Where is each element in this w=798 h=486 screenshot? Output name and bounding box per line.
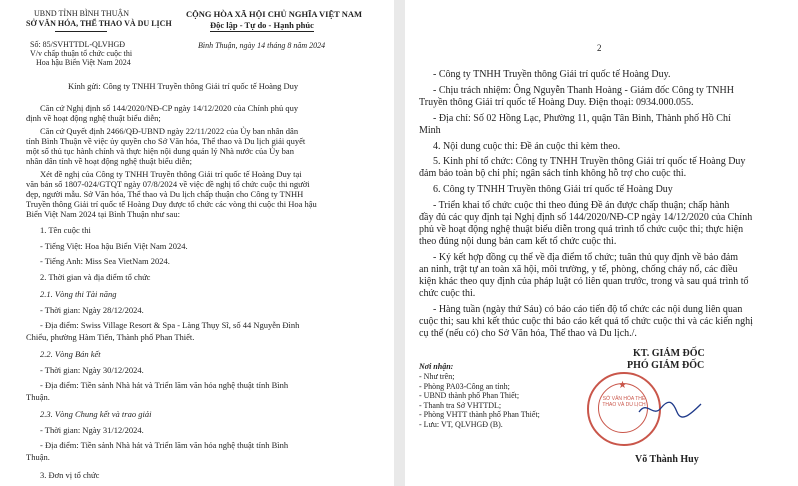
name-vietnamese: - Tiếng Việt: Hoa hậu Biển Việt Nam 2024. <box>40 241 188 251</box>
time-2-1: - Thời gian: Ngày 28/12/2024. <box>40 305 144 315</box>
page-number: 2 <box>597 43 602 53</box>
duty-3-cont: cụ thể (nếu có) cho Sở Văn hóa, Thể thao và Du lịch./. <box>419 328 637 339</box>
responsible-person-cont: Truyền thông Giải trí quốc tế Hoàng Duy. Điện thoại: 0934.000.055. <box>419 97 694 108</box>
section-6-title: 6. Công ty TNHH Truyền thông Giải trí quốc tế Hoàng Duy <box>433 184 673 195</box>
document-page-2 <box>405 0 798 486</box>
recipient-item: - UBND thành phố Phan Thiết; <box>419 391 520 400</box>
para-1-cont: định về hoạt động nghệ thuật biểu diễn; <box>26 113 161 123</box>
section-5-cont: đảm bảo toàn bộ chi phí; ngân sách tỉnh không hỗ trợ cho cuộc thi. <box>419 168 687 179</box>
duty-1-cont: đầy đủ các quy định tại Nghị định số 144/2020/NĐ-CP ngày 14/12/2020 của Chính <box>419 212 753 223</box>
header-right-1: CỘNG HÒA XÃ HỘI CHỦ NGHĨA VIỆT NAM <box>186 9 363 19</box>
header-underline <box>55 31 107 32</box>
recipient-item: - Lưu: VT, QLVHGĐ (B). <box>419 419 503 429</box>
duty-2-cont: chức cuộc thi. <box>419 288 476 299</box>
subsection-2-3: 2.3. Vòng Chung kết và trao giải <box>40 409 152 419</box>
para-3: Xét đề nghị của Công ty TNHH Truyền thông Giải trí quốc tế Hoàng Duy tại <box>40 169 302 179</box>
venue-2-1-cont: Chiểu, phường Hàm Tiến, Thành phố Phan Thiết. <box>26 332 195 342</box>
recipient-item: - Như trên; <box>419 372 455 381</box>
para-2: Căn cứ Quyết định 2466/QĐ-UBND ngày 22/11/2022 của Ủy ban nhân dân <box>40 126 299 136</box>
duty-1-cont: phủ về hoạt động nghệ thuật biểu diễn trong quá trình tổ chức cuộc thi; thực hiện <box>419 224 744 235</box>
section-4: 4. Nội dung cuộc thi: Đề án cuộc thi kèm theo. <box>433 141 621 152</box>
para-2-cont: nhân dân tỉnh về hoạt động nghệ thuật biểu diễn; <box>26 156 192 166</box>
venue-2-3-cont: Thuận. <box>26 452 50 462</box>
name-english: - Tiếng Anh: Miss Sea VietNam 2024. <box>40 256 170 266</box>
subject-line-2: Hoa hậu Biển Việt Nam 2024 <box>36 58 131 67</box>
header-left-1: UBND TỈNH BÌNH THUẬN <box>34 9 130 18</box>
venue-2-1: - Địa điểm: Swiss Village Resort & Spa - Làng Thụy Sĩ, số 44 Nguyễn Đình <box>40 320 300 330</box>
subsection-2-1: 2.1. Vòng thi Tài năng <box>40 289 117 299</box>
address-cont: Minh <box>419 125 441 136</box>
responsible-person: - Chịu trách nhiệm: Ông Nguyễn Thanh Hoàng - Giám đốc Công ty TNHH <box>433 85 734 96</box>
duty-3-cont: cuộc thi; sau khi kết thúc cuộc thi báo cáo kết quả tổ chức cuộc thi và các kiến nghị <box>419 316 753 327</box>
sign-title-1: KT. GIÁM ĐỐC <box>633 348 705 359</box>
duty-1: - Triển khai tổ chức cuộc thi theo đúng Đề án được chấp thuận; chấp hành <box>433 200 730 211</box>
para-3-cont: văn bản số 1807-024/GTQT ngày 07/8/2024 về việc đề nghị tổ chức cuộc thi người <box>26 179 310 189</box>
organizer-name: - Công ty TNHH Truyền thông Giải trí quốc tế Hoàng Duy. <box>433 69 671 80</box>
venue-2-2: - Địa điểm: Tiền sảnh Nhà hát và Triển lãm văn hóa nghệ thuật tỉnh Bình <box>40 380 289 390</box>
signer-name: Võ Thành Huy <box>635 454 699 465</box>
signature <box>637 398 703 420</box>
para-3-cont: Biển Việt Nam 2024 tại Bình Thuận như sau: <box>26 209 180 219</box>
doc-number: Số: 85/SVHTTDL-QLVHGĐ <box>30 40 126 49</box>
duty-3: - Hàng tuần (ngày thứ Sáu) có báo cáo tiến độ tổ chức các nội dung liên quan <box>433 304 743 315</box>
section-3-title: 3. Đơn vị tổ chức <box>40 470 100 480</box>
time-2-3: - Thời gian: Ngày 31/12/2024. <box>40 425 144 435</box>
para-3-cont: Truyền thông Giải trí quốc tế Hoàng Duy được tổ chức các vòng thi cuộc thi Hoa hậu <box>26 199 317 209</box>
duty-2-cont: an ninh, trật tự an toàn xã hội, môi trường, y tế, phòng, chống cháy nổ, các điều <box>419 264 738 275</box>
header-right-2: Độc lập - Tự do - Hạnh phúc <box>210 20 314 30</box>
document-page-1 <box>0 0 394 486</box>
venue-2-2-cont: Thuận. <box>26 392 50 402</box>
recipient: Kính gửi: Công ty TNHH Truyền thông Giải trí quốc tế Hoàng Duy <box>68 81 299 91</box>
duty-2-cont: kiện khác theo quy định của pháp luật có liên quan trước, trong và sau quá trình tổ <box>419 276 749 287</box>
para-1: Căn cứ Nghị định số 144/2020/NĐ-CP ngày 14/12/2020 của Chính phủ quy <box>40 103 299 113</box>
subject-line-1: V/v chấp thuận tổ chức cuộc thi <box>30 49 133 58</box>
recipient-item: - Phòng PA03-Công an tỉnh; <box>419 381 510 391</box>
duty-2: - Ký kết hợp đồng cụ thể về địa điểm tổ chức; tuân thủ quy định về bảo đảm <box>433 252 739 263</box>
duty-1-cont: theo đúng nội dung bản cam kết tổ chức cuộc thi. <box>419 236 617 247</box>
para-2-cont: tỉnh Bình Thuận về việc ủy quyền cho Sở Văn hóa, Thể thao và Du lịch giải quyết <box>26 136 306 146</box>
place-date: Bình Thuận, ngày 14 tháng 8 năm 2024 <box>198 41 326 50</box>
para-2-cont: một số thủ tục hành chính và thực hiện nội dung quản lý Nhà nước của Ủy ban <box>26 146 294 156</box>
header-left-2: SỞ VĂN HÓA, THỂ THAO VÀ DU LỊCH <box>26 19 172 28</box>
seal-text: SỞ VĂN HÓA THỂ THAO VÀ DU LỊCH <box>602 396 646 408</box>
recipient-item: - Thanh tra Sở VHTTDL; <box>419 400 502 410</box>
sign-title-2: PHÓ GIÁM ĐỐC <box>627 360 705 371</box>
subsection-2-2: 2.2. Vòng Bán kết <box>40 349 101 359</box>
official-seal: ★ SỞ VĂN HÓA THỂ THAO VÀ DU LỊCH <box>587 372 661 446</box>
recipients-title: Nơi nhận: <box>419 362 454 371</box>
address: - Địa chỉ: Số 02 Hồng Lạc, Phường 11, quận Tân Bình, Thành phố Hồ Chí <box>433 113 731 124</box>
time-2-2: - Thời gian: Ngày 30/12/2024. <box>40 365 144 375</box>
recipient-item: - Phòng VHTT thành phố Phan Thiết; <box>419 410 540 419</box>
section-1-title: 1. Tên cuộc thi <box>40 225 91 235</box>
venue-2-3: - Địa điểm: Tiền sảnh Nhà hát và Triển lãm văn hóa nghệ thuật tỉnh Bình <box>40 440 289 450</box>
section-5: 5. Kinh phí tổ chức: Công ty TNHH Truyền thông Giải trí quốc tế Hoàng Duy <box>433 156 746 167</box>
section-2-title: 2. Thời gian và địa điểm tổ chức <box>40 272 151 282</box>
para-3-cont: đẹp, người mẫu. Sở Văn hóa, Thể thao và Du lịch chấp thuận cho Công ty TNHH <box>26 189 304 199</box>
